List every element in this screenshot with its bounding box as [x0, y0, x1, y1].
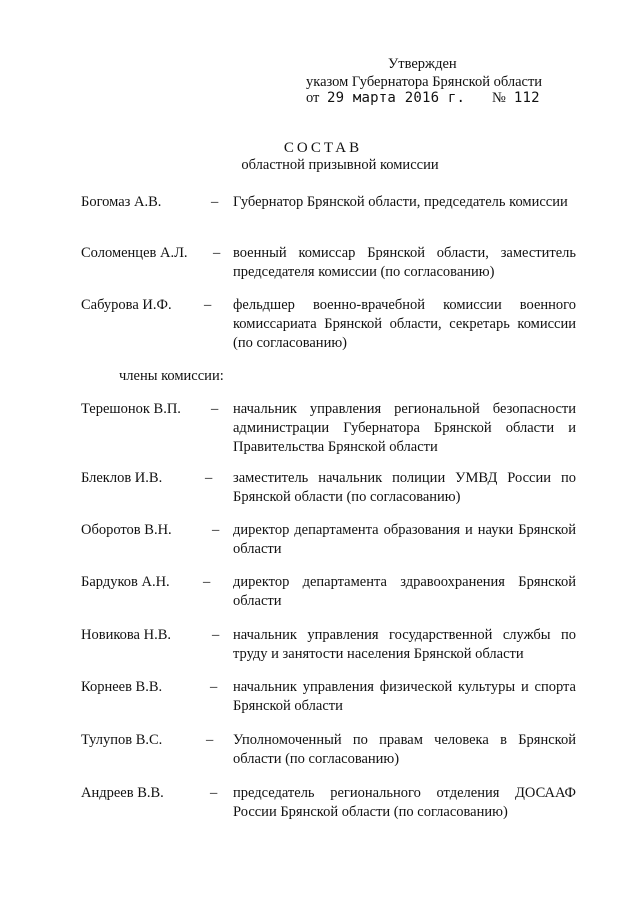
dash-separator: –: [213, 245, 221, 261]
member-name: Новикова Н.В.: [81, 627, 171, 643]
member-role: начальник управления государственной службы по труду и занятости населения Брянской области: [233, 627, 576, 662]
member-role: директор департамента здравоохранения Брянской области: [233, 574, 576, 609]
document-title: СОСТАВ: [283, 140, 363, 156]
member-name: Терешонок В.П.: [81, 401, 181, 417]
dash-separator: –: [206, 732, 214, 748]
dash-separator: –: [210, 679, 218, 695]
member-role: Губернатор Брянской области, председатель комиссии: [233, 194, 568, 210]
dash-separator: –: [212, 627, 220, 643]
member-name: Блеклов И.В.: [81, 470, 163, 486]
approval-date: 29 марта 2016 г.: [327, 90, 466, 106]
member-role: Уполномоченный по правам человека в Брянской области (по согласованию): [233, 732, 576, 767]
dash-separator: –: [210, 785, 218, 801]
approval-authority: указом Губернатора Брянской области: [306, 74, 543, 90]
member-role: начальник управления региональной безопасности администрации Губернатора Брянской области и Правительства Брянской области: [233, 401, 576, 455]
approval-block: [0, 0, 640, 110]
member-name: Тулупов В.С.: [81, 732, 163, 748]
document-subtitle: областной призывной комиссии: [241, 157, 439, 173]
approval-number: 112: [513, 90, 540, 106]
approval-date-line: [306, 89, 540, 108]
dash-separator: –: [203, 574, 211, 590]
member-role: председатель регионального отделения ДОСААФ России Брянской области (по согласованию): [233, 785, 576, 820]
approval-number-sign: №: [492, 90, 506, 106]
member-name: Богомаз А.В.: [81, 194, 162, 210]
member-name: Оборотов В.Н.: [81, 522, 172, 538]
member-name: Сабурова И.Ф.: [81, 297, 172, 313]
member-role: начальник управления физической культуры и спорта Брянской области: [233, 679, 576, 714]
member-name: Бардуков А.Н.: [81, 574, 170, 590]
approval-title: Утвержден: [388, 56, 457, 72]
member-name: Андреев В.В.: [81, 785, 164, 801]
dash-separator: –: [211, 401, 219, 417]
member-role: заместитель начальник полиции УМВД России по Брянской области (по согласованию): [233, 470, 576, 505]
dash-separator: –: [204, 297, 212, 313]
member-role: директор департамента образования и науки Брянской области: [233, 522, 576, 557]
dash-separator: –: [211, 194, 219, 210]
member-name: Соломенцев А.Л.: [81, 245, 188, 261]
dash-separator: –: [205, 470, 213, 486]
approval-date-prefix: от: [306, 90, 320, 106]
member-role: военный комиссар Брянской области, заместитель председателя комиссии (по согласованию): [233, 245, 576, 280]
member-name: Корнеев В.В.: [81, 679, 163, 695]
members-label: члены комиссии:: [119, 368, 224, 384]
dash-separator: –: [212, 522, 220, 538]
member-role: фельдшер военно-врачебной комиссии военного комиссариата Брянской области, секретарь комиссии (по согласованию): [233, 297, 576, 351]
approval-number-group: [492, 89, 540, 108]
